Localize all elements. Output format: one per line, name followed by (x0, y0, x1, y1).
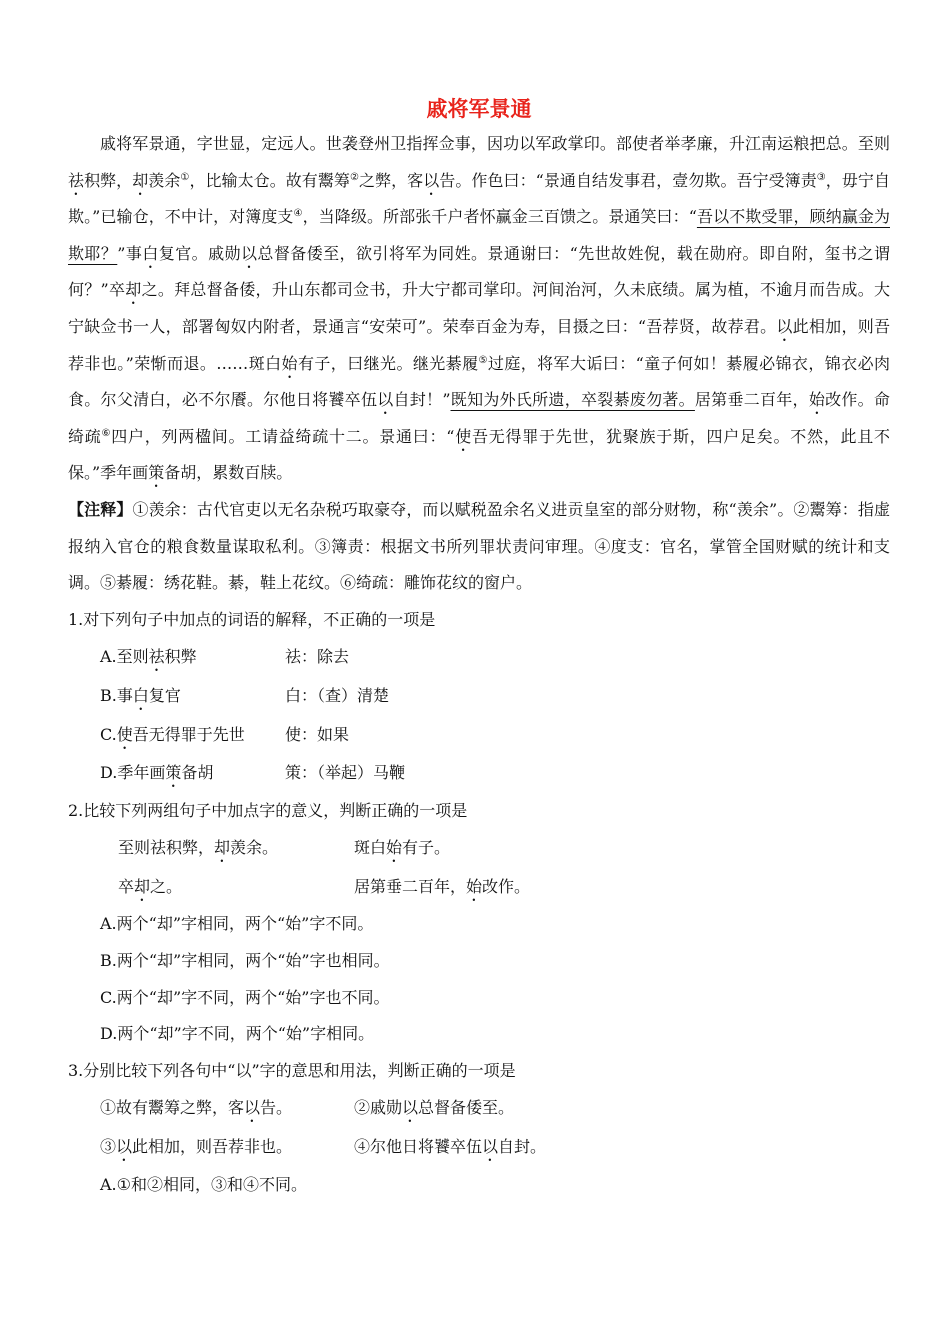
sentence-text: 改作。 (482, 876, 531, 896)
sentence-text: 此相加，则吾荐非也。 (132, 1137, 293, 1157)
right-sentence (354, 1137, 546, 1156)
emphasized-char: 策 (165, 763, 182, 783)
sentence-text: 羡余。 (230, 838, 279, 858)
underlined-sentence: 吾以不欺受罪，顾纳赢金为欺耶？ (68, 207, 890, 263)
question-1-stem: 1.对下列句子中加点的词语的解释，不正确的一项是 (68, 609, 436, 629)
emphasized-char: 以 (402, 1098, 419, 1118)
emphasized-char: 祛 (148, 647, 165, 667)
option-sentence (100, 677, 285, 716)
emphasized-char: 始 (466, 876, 483, 896)
passage-segment: ”事 (117, 243, 143, 263)
question-3-stem: 3.分别比较下列各句中“以”字的意思和用法，判断正确的一项是 (68, 1060, 516, 1080)
emphasized-char: 以 (240, 243, 258, 263)
passage-segment: 过庭，将军大诟曰：“童子何如！綦履必锦衣，锦衣必肉食。尔父清白，必不尔餍。尔他日将饕卒伍 (68, 353, 890, 410)
passage-segment: 积弊， (84, 170, 133, 190)
emphasized-char: 以 (423, 170, 440, 190)
sentence-pair (68, 868, 890, 907)
sentence-text: 告。 (260, 1098, 293, 1118)
question-3-sentence-pairs (68, 1089, 890, 1166)
sentence-text: 至则祛积弊， (118, 838, 215, 858)
question-3-choices (68, 1167, 890, 1204)
answer-choice: A.两个“却”字相同，两个“始”字不同。 (100, 914, 374, 934)
sentence-text: ③ (100, 1137, 117, 1157)
option-row (100, 716, 890, 755)
sentence-text: 总督备倭至。 (418, 1098, 515, 1118)
passage-segment: ，比输太仓。故有鬻筹 (189, 170, 350, 190)
option-sentence (100, 716, 285, 755)
passage-segment: ，当降级。所部张千户者怀赢金三百馈之。景通笑曰：“ (302, 207, 697, 227)
question-3 (68, 1053, 890, 1203)
passage-text (68, 126, 890, 492)
option-text: 复官 (148, 685, 181, 705)
passage-segment: 吾无得罪于先世，犹聚族于斯，四户足矣。不然，此且不保。”季年画 (68, 426, 890, 483)
emphasized-char: 使 (454, 426, 472, 446)
passage-segment: 改作。命绮疏 (68, 390, 890, 446)
sentence-pair (68, 829, 890, 868)
left-sentence (118, 829, 354, 868)
question-2-stem: 2.比较下列两组句子中加点字的意义，判断正确的一项是 (68, 800, 468, 820)
question-2-choices (68, 906, 890, 1052)
footnote-marker: ⑤ (478, 354, 488, 366)
emphasized-char: 策 (148, 463, 165, 483)
footnote-marker: ② (349, 171, 360, 183)
sentence-text: ②戚勋 (354, 1098, 403, 1118)
option-row (100, 638, 890, 677)
sentence-text: ①故有鬻筹之弊，客 (100, 1098, 245, 1118)
emphasized-char: 始 (386, 838, 403, 858)
right-sentence (354, 838, 450, 857)
sentence-text: 自封。 (498, 1137, 547, 1157)
document-title: 戚将军景通 (426, 97, 532, 121)
sentence-text: 有子。 (402, 838, 451, 858)
option-gloss: 祛：除去 (285, 647, 350, 667)
emphasized-char: 以 (377, 390, 394, 410)
passage-segment: 居第垂二百年， (694, 390, 809, 410)
right-sentence (354, 1098, 514, 1117)
passage-segment: 之。拜总督备倭，升山东都司佥书，升大宁都司掌印。河间治河，久未底绩。属为植，不逾月而告成。大宁缺佥书一人，部署匈奴内附者，景通言“安荣可”。荣奉百金为寿，目摄之曰：“吾荐贤，故荐君。 (68, 280, 890, 336)
passage-segment: 总督备倭至，欲引将军为同姓。景通谢曰：“先世故姓倪，载在勋府。即自附，玺书之谓何？”卒 (68, 243, 890, 300)
emphasized-char: 使 (116, 724, 133, 744)
passage-segment: 告。作色曰：“景通自结发事君，壹勿欺。吾宁受簿责 (439, 170, 817, 190)
sentence-text: 居第垂二百年， (354, 876, 467, 896)
sentence-text: 斑白 (354, 838, 387, 858)
answer-choice: B.两个“却”字相同，两个“始”字也相同。 (100, 951, 390, 971)
answer-choice: D.两个“却”字不同，两个“始”字相同。 (100, 1024, 375, 1044)
underlined-sentence: 既知为外氏所遗，卒裂綦废勿著。 (450, 390, 695, 410)
footnote-marker: ⑥ (101, 427, 112, 439)
passage-segment: 复官。戚勋 (158, 243, 241, 263)
option-text: B.事 (100, 685, 133, 705)
footnote-marker: ③ (816, 171, 826, 183)
emphasized-char: 以 (776, 316, 793, 336)
emphasized-char: 却 (125, 280, 142, 300)
question-2 (68, 793, 890, 1053)
answer-choice: C.两个“却”字不同，两个“始”字也不同。 (100, 987, 390, 1007)
document-page (68, 92, 890, 1203)
question-1 (68, 602, 890, 793)
notes-section (68, 492, 890, 602)
passage-segment: 备胡，累数百牍。 (164, 463, 293, 483)
emphasized-char: 以 (482, 1137, 499, 1157)
emphasized-char: 祛 (68, 170, 85, 190)
emphasized-char: 却 (132, 170, 149, 190)
emphasized-char: 却 (134, 876, 151, 896)
left-sentence (100, 1089, 354, 1128)
option-gloss: 策：（举起）马鞭 (285, 763, 406, 783)
emphasized-char: 以 (116, 1137, 133, 1157)
right-sentence (354, 877, 530, 896)
passage-segment: ，毋宁自欺。”已输仓，不中计，对簿度支 (68, 170, 890, 227)
option-text: 吾无得罪于先世 (132, 724, 245, 744)
passage-segment: 四户，列两楹间。工请益绮疏十二。景通曰：“ (111, 426, 455, 446)
passage-segment: 有子，曰继光。继光綦履 (297, 353, 479, 373)
emphasized-char: 白 (142, 243, 159, 263)
passage-segment: 羡余 (148, 170, 181, 190)
sentence-text: ④尔他日将饕卒伍 (354, 1137, 483, 1157)
emphasized-char: 却 (214, 838, 231, 858)
question-2-sentence-pairs (68, 829, 890, 906)
answer-choice: A.①和②相同，③和④不同。 (100, 1174, 307, 1194)
option-gloss: 白：（查）清楚 (285, 685, 390, 705)
left-sentence (100, 1128, 354, 1167)
emphasized-char: 始 (808, 390, 826, 410)
passage-segment: 自封！” (393, 390, 451, 410)
footnote-marker: ① (180, 171, 190, 183)
option-gloss: 使：如果 (285, 724, 350, 744)
emphasized-char: 白 (132, 685, 149, 705)
notes-label: 【注释】 (68, 499, 133, 519)
sentence-text: 卒 (118, 876, 135, 896)
passage-segment: 戚将军景通，字世显，定远人。世袭登州卫指挥佥事，因功以军政掌印。部使者举孝廉，升江南运粮把总。至则 (100, 134, 890, 153)
option-sentence (100, 754, 285, 793)
left-sentence (118, 868, 354, 907)
option-text: D.季年画 (100, 763, 166, 783)
option-text: 备胡 (181, 763, 214, 783)
option-text: A.至则 (100, 647, 149, 667)
option-text: 积弊 (164, 647, 197, 667)
emphasized-char: 以 (244, 1098, 261, 1118)
option-text: C. (100, 724, 117, 744)
option-sentence (100, 638, 285, 677)
sentence-pair (68, 1089, 890, 1128)
emphasized-char: 始 (281, 353, 298, 373)
notes-text: ①羡余：古代官吏以无名杂税巧取豪夺，而以赋税盈余名义进贡皇室的部分财物，称“羡余”。②鬻筹：指虚报纳入官仓的粮食数量谋取私利。③簿责：根据文书所列罪状责问审理。④度支：官名，掌管全国财赋的统计和支调。⑤綦履：绣花鞋。綦，鞋上花纹。⑥绮疏：雕饰花纹的窗户。 (68, 499, 890, 593)
sentence-pair (68, 1128, 890, 1167)
option-row (100, 754, 890, 793)
option-row (100, 677, 890, 716)
sentence-text: 之。 (150, 876, 183, 896)
passage-segment: 此相加，则吾荐非也。”荣惭而退。……斑白 (68, 316, 890, 373)
question-1-options (68, 638, 890, 792)
passage-segment: 之弊，客 (359, 170, 424, 190)
footnote-marker: ④ (293, 208, 303, 220)
